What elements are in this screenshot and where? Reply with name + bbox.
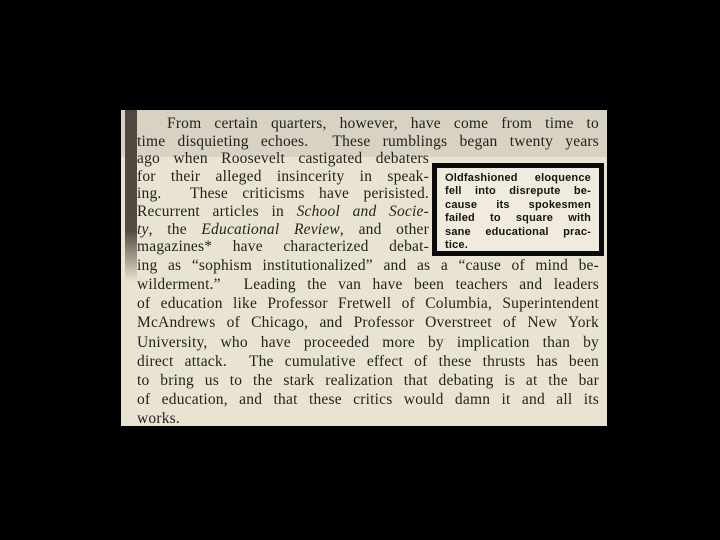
text-line: Recurrent articles in School and Socie- [137, 202, 429, 220]
text-line: ing as “sophism institutionalized” and as a “cause of mind be- [137, 256, 599, 274]
text-line: of education, and that these critics would damn it and all its [137, 391, 599, 409]
text-line: magazines* have characterized debat- [137, 238, 429, 256]
callout-line: fell into disrepute be- [445, 185, 591, 198]
text-line: ago when Roosevelt castigated debaters [137, 150, 429, 168]
text-line: works. [137, 410, 180, 426]
callout-line: sane educational prac- [445, 225, 591, 238]
text-line: to bring us to the stark realization that debating is at the bar [137, 371, 599, 389]
callout-line: tice. [445, 238, 469, 251]
body-paragraph [137, 115, 599, 426]
text-line: From certain quarters, however, have come from time to [167, 115, 599, 132]
text-line: McAndrews of Chicago, and Professor Overstreet of New York [137, 314, 599, 332]
scan-page [121, 110, 607, 426]
text-line: direct attack. The cumulative effect of these thrusts has been [137, 352, 599, 370]
text-line: of education like Professor Fretwell of Columbia, Superintendent [137, 295, 599, 313]
text-line: for their alleged insincerity in speak- [137, 167, 429, 185]
text-line: University, who have proceeded more by implication than by [137, 333, 599, 351]
text-line: ing. These criticisms have perisisted. [137, 185, 429, 203]
callout-line: cause its spokesmen [445, 198, 591, 211]
callout-text [437, 168, 599, 252]
callout-line: Oldfashioned eloquence [445, 172, 591, 184]
text-line: time disquieting echoes. These rumblings began twenty years [137, 132, 599, 150]
gutter-shadow [125, 110, 137, 282]
text-line: ty, the Educational Review, and other [137, 220, 429, 238]
callout-line: failed to square with [445, 212, 591, 225]
text-line: wilderment.” Leading the van have been teachers and leaders [137, 275, 599, 293]
inset-callout-box [432, 163, 604, 256]
